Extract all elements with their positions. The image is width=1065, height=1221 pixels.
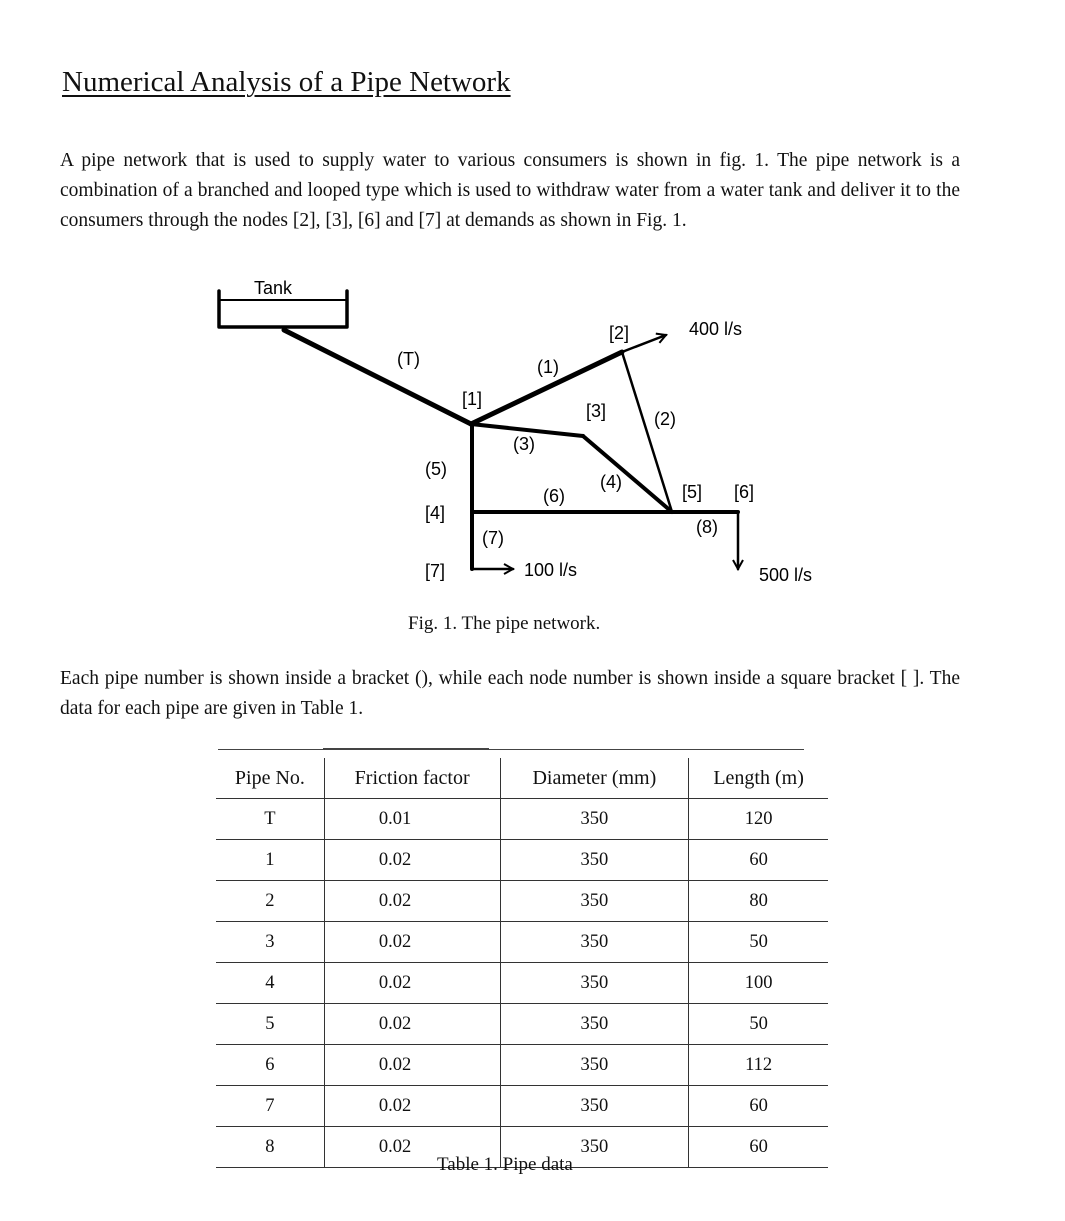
header-friction-factor: Friction factor — [324, 758, 500, 799]
demand-label-node-7: 100 l/s — [524, 560, 578, 580]
cell-pipe-no: 6 — [216, 1045, 324, 1086]
demand-label-node-2: 400 l/s — [689, 319, 743, 339]
cell-pipe-no: 8 — [216, 1127, 324, 1168]
table-row — [216, 922, 828, 963]
cell-pipe-no: 2 — [216, 881, 324, 922]
table-caption: Table 1. Pipe data — [437, 1154, 573, 1175]
cell-length: 100 — [689, 963, 828, 1004]
cell-diameter: 350 — [500, 1004, 689, 1045]
cell-diameter: 350 — [500, 1086, 689, 1127]
node-label-2: [2] — [609, 323, 630, 343]
pipe-label-8: (8) — [696, 517, 718, 537]
cell-pipe-no: 7 — [216, 1086, 324, 1127]
node-label-7: [7] — [425, 561, 446, 581]
cell-length: 60 — [689, 1086, 828, 1127]
header-length: Length (m) — [689, 758, 828, 799]
table-top-rule — [218, 749, 804, 750]
cell-pipe-no: 1 — [216, 840, 324, 881]
cell-length: 50 — [689, 1004, 828, 1045]
table-row — [216, 1045, 828, 1086]
cell-diameter: 350 — [500, 881, 689, 922]
cell-pipe-no: 4 — [216, 963, 324, 1004]
table-row — [216, 1086, 828, 1127]
cell-friction-factor: 0.02 — [324, 922, 500, 963]
cell-length: 80 — [689, 881, 828, 922]
table-row — [216, 963, 828, 1004]
cell-diameter: 350 — [500, 922, 689, 963]
pipe-label-2: (2) — [654, 409, 676, 429]
cell-length: 112 — [689, 1045, 828, 1086]
pipe-label-4: (4) — [600, 472, 622, 492]
cell-length: 120 — [689, 799, 828, 840]
table-row — [216, 840, 828, 881]
notation-paragraph: Each pipe number is shown inside a bracket (), while each node number is shown inside a square bracket [ ]. The data for each pipe are given in Table 1. — [60, 668, 960, 719]
pipe-4 — [583, 436, 672, 512]
pipe-T — [284, 330, 471, 424]
pipe-label-7: (7) — [482, 528, 504, 548]
cell-diameter: 350 — [500, 799, 689, 840]
cell-diameter: 350 — [500, 1045, 689, 1086]
page-title: Numerical Analysis of a Pipe Network — [62, 66, 511, 98]
pipe-label-T: (T) — [397, 349, 420, 369]
cell-friction-factor: 0.02 — [324, 963, 500, 1004]
header-pipe-no: Pipe No. — [216, 758, 324, 799]
cell-friction-factor: 0.02 — [324, 881, 500, 922]
cell-pipe-no: 5 — [216, 1004, 324, 1045]
cell-pipe-no: T — [216, 799, 324, 840]
cell-diameter: 350 — [500, 840, 689, 881]
node-label-4: [4] — [425, 503, 446, 523]
cell-length: 50 — [689, 922, 828, 963]
node-label-5: [5] — [682, 482, 703, 502]
cell-friction-factor: 0.02 — [324, 1127, 500, 1168]
cell-diameter: 350 — [500, 963, 689, 1004]
cell-friction-factor: 0.02 — [324, 1086, 500, 1127]
table-row — [216, 799, 828, 840]
cell-friction-factor: 0.02 — [324, 1045, 500, 1086]
pipe-label-3: (3) — [513, 434, 535, 454]
cell-length: 60 — [689, 1127, 828, 1168]
table-row — [216, 1004, 828, 1045]
pipe-2 — [622, 352, 672, 512]
node-label-3: [3] — [586, 401, 607, 421]
table-top-rule-accent — [323, 748, 489, 750]
cell-friction-factor: 0.02 — [324, 840, 500, 881]
cell-pipe-no: 3 — [216, 922, 324, 963]
node-label-6: [6] — [734, 482, 755, 502]
pipe-label-6: (6) — [543, 486, 565, 506]
tank-label: Tank — [254, 278, 293, 298]
cell-friction-factor: 0.02 — [324, 1004, 500, 1045]
figure-caption: Fig. 1. The pipe network. — [408, 613, 601, 634]
intro-paragraph: A pipe network that is used to supply water to various consumers is shown in fig. 1. The pipe network is a combination of a branched and looped type which is used to withdraw water from a water tank and deliver it to the consumers through the nodes [2], [3], [6] and [7] at demands as shown in Fig. 1. — [60, 150, 960, 231]
header-diameter: Diameter (mm) — [500, 758, 689, 799]
pipe-label-1: (1) — [537, 357, 559, 377]
demand-label-node-6: 500 l/s — [759, 565, 813, 585]
cell-diameter: 350 — [500, 1127, 689, 1168]
cell-length: 60 — [689, 840, 828, 881]
table-row — [216, 881, 828, 922]
node-label-1: [1] — [462, 389, 483, 409]
pipe-label-5: (5) — [425, 459, 447, 479]
table-header-row — [216, 758, 828, 799]
cell-friction-factor: 0.01 — [324, 799, 500, 840]
